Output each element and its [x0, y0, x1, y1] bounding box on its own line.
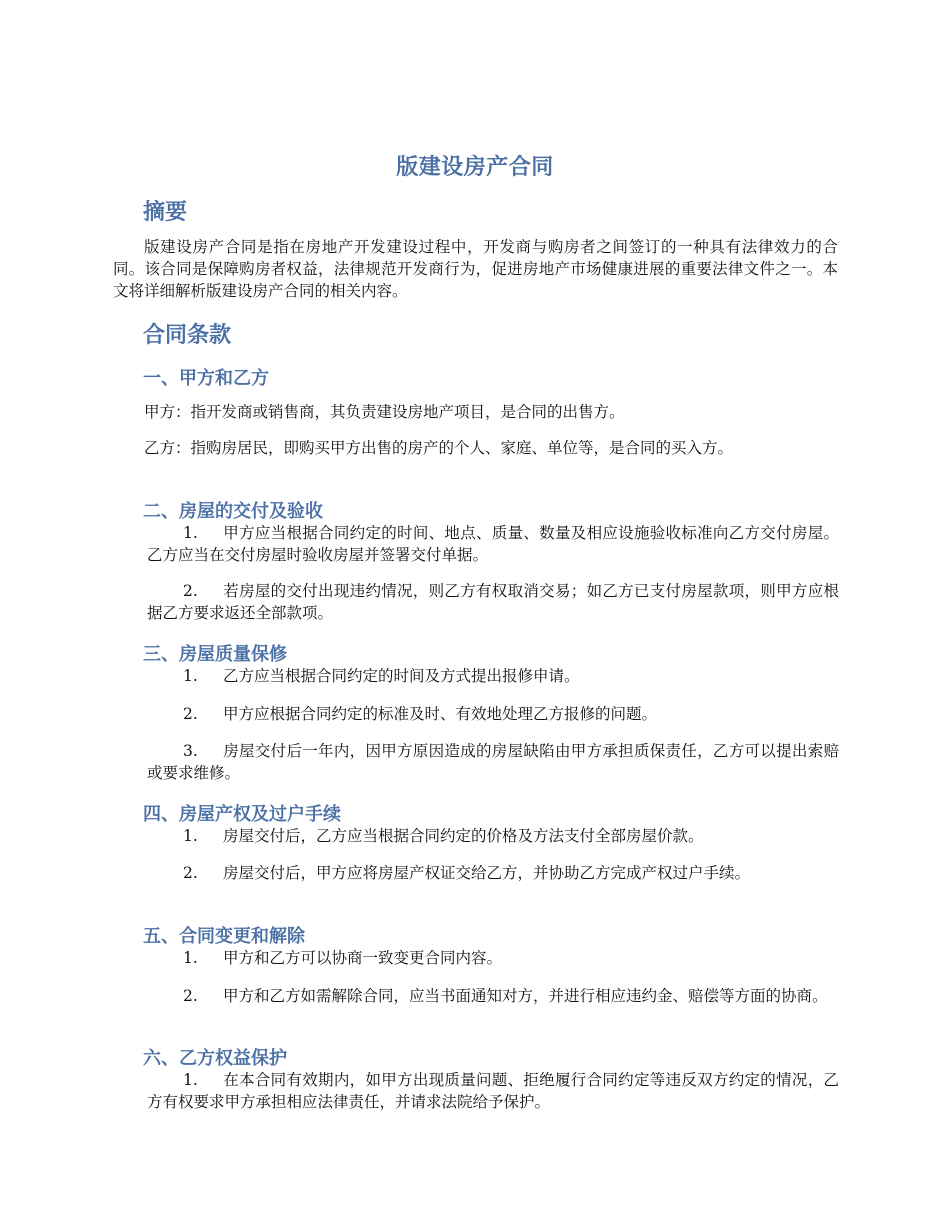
- list-item-text: 若房屋的交付出现违约情况，则乙方有权取消交易；如乙方已支付房屋款项，则甲方应根据乙方要求返还全部款项。: [147, 582, 839, 622]
- list-item-text: 甲方应根据合同约定的标准及时、有效地处理乙方报修的问题。: [223, 705, 658, 723]
- section-heading-warranty: 三、房屋质量保修: [143, 644, 287, 665]
- list-item: [147, 1069, 839, 1113]
- summary-text: 版建设房产合同是指在房地产开发建设过程中，开发商与购房者之间签订的一种具有法律效力的合同。该合同是保障购房者权益，法律规范开发商行为，促进房地产市场健康进展的重要法律文件之一。本文将详细解析版建设房产合同的相关内容。: [113, 238, 838, 300]
- list-item-text: 房屋交付后，甲方应将房屋产权证交给乙方，并协助乙方完成产权过户手续。: [223, 864, 751, 882]
- list-item: [147, 947, 839, 969]
- list-item-text: 房屋交付后，乙方应当根据合同约定的价格及方法支付全部房屋价款。: [223, 827, 704, 845]
- list-item-number: 1.: [183, 524, 198, 542]
- list-item-number: 1.: [183, 949, 198, 967]
- document-title: 版建设房产合同: [396, 155, 554, 180]
- section-heading-parties: 一、甲方和乙方: [143, 368, 269, 389]
- list-item: [147, 985, 839, 1007]
- list-item: [147, 740, 839, 784]
- list-item: [147, 580, 839, 624]
- list-item: [147, 522, 839, 566]
- list-item: [147, 703, 839, 725]
- section-heading-change-termination: 五、合同变更和解除: [143, 926, 305, 947]
- list-item-number: 3.: [183, 742, 198, 760]
- list-item-text: 甲方应当根据合同约定的时间、地点、质量、数量及相应设施验收标准向乙方交付房屋。乙方应当在交付房屋时验收房屋并签署交付单据。: [147, 524, 839, 564]
- list-item-text: 房屋交付后一年内，因甲方原因造成的房屋缺陷由甲方承担质保责任，乙方可以提出索赔或要求维修。: [147, 742, 839, 782]
- party-a-definition: 甲方：指开发商或销售商，其负责建设房地产项目，是合同的出售方。: [144, 403, 625, 421]
- list-item-number: 1.: [183, 667, 198, 685]
- list-item-number: 1.: [183, 1071, 198, 1089]
- section-heading-rights-protection: 六、乙方权益保护: [143, 1048, 287, 1069]
- list-item-number: 2.: [183, 864, 198, 882]
- list-item-text: 甲方和乙方如需解除合同，应当书面通知对方，并进行相应违约金、赔偿等方面的协商。: [223, 987, 828, 1005]
- list-item-number: 1.: [183, 827, 198, 845]
- list-item-text: 甲方和乙方可以协商一致变更合同内容。: [223, 949, 503, 967]
- list-item: [147, 665, 839, 687]
- list-item: [147, 862, 839, 884]
- list-item-number: 2.: [183, 582, 198, 600]
- list-item: [147, 825, 839, 847]
- list-item-number: 2.: [183, 987, 198, 1005]
- section-heading-delivery: 二、房屋的交付及验收: [143, 501, 323, 522]
- party-b-definition: 乙方：指购房居民，即购买甲方出售的房产的个人、家庭、单位等，是合同的买入方。: [144, 439, 734, 457]
- list-item-text: 乙方应当根据合同约定的时间及方式提出报修申请。: [223, 667, 580, 685]
- clauses-heading: 合同条款: [143, 323, 232, 348]
- list-item-text: 在本合同有效期内，如甲方出现质量问题、拒绝履行合同约定等违反双方约定的情况，乙方有权要求甲方承担相应法律责任，并请求法院给予保护。: [147, 1071, 839, 1111]
- summary-heading: 摘要: [143, 200, 188, 225]
- section-heading-title-transfer: 四、房屋产权及过户手续: [143, 804, 341, 825]
- list-item-number: 2.: [183, 705, 198, 723]
